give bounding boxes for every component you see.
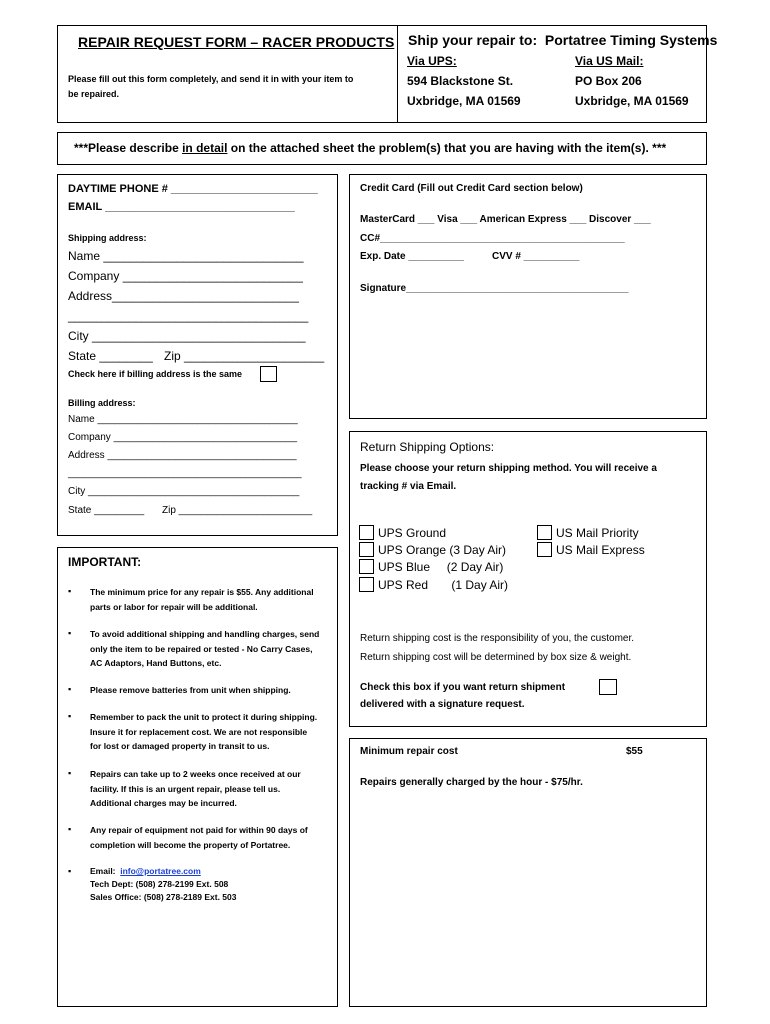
important-heading: IMPORTANT:: [68, 555, 142, 569]
ups-ground-label: UPS Ground: [378, 526, 447, 540]
ups-ground-checkbox[interactable]: [359, 525, 374, 540]
instructions: [68, 72, 353, 102]
bullet-icon: ▪: [68, 866, 72, 876]
instruction-line: be repaired.: [68, 89, 120, 99]
mail-label: Via US Mail:: [575, 54, 644, 68]
same-billing-checkbox[interactable]: [260, 366, 277, 382]
email-field[interactable]: EMAIL _______________________________: [68, 201, 295, 213]
bill-address-field[interactable]: Address __________________________________: [68, 450, 297, 461]
cvv-field[interactable]: CVV # __________: [492, 251, 580, 262]
email-label: Email:: [90, 866, 121, 876]
important-item: [90, 683, 291, 698]
bullet-icon: ▪: [68, 768, 72, 778]
signature-request-text: [360, 679, 565, 713]
important-line: for lost or damaged property in transit to us.: [90, 741, 270, 751]
important-line: Remember to pack the unit to protect it during shipping.: [90, 712, 318, 722]
min-cost-value: $55: [626, 746, 643, 757]
ship-to-company: Portatree Timing Systems: [544, 32, 718, 48]
important-item: [90, 627, 319, 671]
ups-blue-checkbox[interactable]: [359, 559, 374, 574]
important-item: [90, 767, 301, 811]
billing-heading: Billing address:: [68, 398, 136, 408]
signature-request-line: delivered with a signature request.: [360, 699, 525, 710]
ups-street: 594 Blackstone St.: [407, 74, 514, 88]
usps-priority-checkbox[interactable]: [537, 525, 552, 540]
mail-city: Uxbridge, MA 01569: [575, 94, 689, 108]
return-cost-line: Return shipping cost is the responsibility of you, the customer.: [360, 633, 635, 644]
min-cost-label: Minimum repair cost: [360, 746, 458, 757]
important-item: [90, 823, 308, 852]
bullet-icon: ▪: [68, 711, 72, 721]
credit-heading: Credit Card (Fill out Credit Card section below): [360, 183, 583, 194]
email-link[interactable]: info@portatree.com: [120, 866, 201, 876]
important-line: Additional charges may be incurred.: [90, 798, 237, 808]
important-line: Any repair of equipment not paid for within 90 days of: [90, 825, 308, 835]
ship-to-label: Ship your repair to:: [408, 32, 538, 48]
card-number-field[interactable]: CC#____________________________________________: [360, 233, 625, 244]
important-line: parts or labor for repair will be additional.: [90, 601, 258, 612]
describe-text: [74, 141, 666, 155]
important-line: facility. If this is an urgent repair, please tell us.: [90, 783, 281, 794]
ship-city-field[interactable]: City ________________________________: [68, 329, 306, 343]
bill-name-field[interactable]: Name ____________________________________: [68, 414, 298, 425]
bill-city-field[interactable]: City ______________________________________: [68, 486, 300, 497]
ship-address-field[interactable]: Address____________________________: [68, 289, 299, 303]
return-instruction-line: tracking # via Email.: [360, 481, 457, 492]
important-item: [90, 710, 317, 754]
important-line: To avoid additional shipping and handling charges, send: [90, 629, 320, 639]
ship-zip-field[interactable]: Zip _____________________: [164, 349, 325, 363]
ship-name-field[interactable]: Name ______________________________: [68, 249, 304, 263]
bullet-icon: ▪: [68, 684, 72, 694]
bullet-icon: ▪: [68, 824, 72, 834]
bullet-icon: ▪: [68, 586, 72, 596]
ups-red-label: UPS Red (1 Day Air): [378, 578, 509, 592]
ship-state-field[interactable]: State ________: [68, 349, 153, 363]
exp-date-field[interactable]: Exp. Date __________: [360, 251, 464, 262]
return-instruction-line: Please choose your return shipping method. You will receive a: [360, 463, 657, 474]
important-line: AC Adaptors, Hand Buttons, etc.: [90, 658, 222, 668]
phone-field[interactable]: DAYTIME PHONE # ________________________: [68, 183, 318, 195]
ups-city: Uxbridge, MA 01569: [407, 94, 521, 108]
describe-emphasis: in detail: [182, 141, 228, 155]
card-type-field[interactable]: MasterCard ___ Visa ___ American Express ___ Discover ___: [360, 214, 651, 225]
hourly-rate-text: Repairs generally charged by the hour - $75/hr.: [360, 777, 583, 788]
mail-box: PO Box 206: [575, 74, 642, 88]
ups-orange-checkbox[interactable]: [359, 542, 374, 557]
bill-company-field[interactable]: Company _________________________________: [68, 432, 298, 443]
usps-priority-label: US Mail Priority: [556, 526, 639, 540]
ship-to-heading: [408, 32, 717, 48]
signature-request-line: Check this box if you want return shipment: [360, 682, 566, 693]
ups-red-checkbox[interactable]: [359, 577, 374, 592]
describe-prefix: ***Please describe: [74, 141, 183, 155]
describe-suffix: on the attached sheet the problem(s) that you are having with the item(s). ***: [227, 141, 667, 155]
return-heading: Return Shipping Options:: [360, 440, 495, 454]
sales-office-phone: Sales Office: (508) 278-2189 Ext. 503: [90, 892, 237, 902]
important-item: [90, 585, 314, 614]
bill-zip-field[interactable]: Zip ________________________: [162, 505, 313, 516]
instruction-line: Please fill out this form completely, and send it in with your item to: [68, 74, 354, 84]
important-line: Please remove batteries from unit when shipping.: [90, 685, 291, 695]
important-line: only the item to be repaired or tested - No Carry Cases,: [90, 643, 313, 654]
bullet-icon: ▪: [68, 628, 72, 638]
contact-info: [90, 865, 236, 904]
email-line: [90, 865, 236, 878]
usps-express-checkbox[interactable]: [537, 542, 552, 557]
return-cost-text: [360, 629, 634, 667]
tech-dept-phone: Tech Dept: (508) 278-2199 Ext. 508: [90, 879, 229, 889]
shipping-heading: Shipping address:: [68, 233, 147, 243]
ship-address2-field[interactable]: ____________________________________: [68, 309, 309, 323]
same-billing-label: Check here if billing address is the same: [68, 369, 243, 379]
signature-request-checkbox[interactable]: [599, 679, 617, 695]
credit-card-box: [349, 174, 707, 419]
header-divider: [397, 25, 398, 123]
important-line: Insure it for replacement cost. We are not responsible: [90, 726, 308, 737]
ups-label: Via UPS:: [407, 54, 457, 68]
bill-state-field[interactable]: State _________: [68, 505, 145, 516]
important-line: The minimum price for any repair is $55. Any additional: [90, 587, 314, 597]
bill-address2-field[interactable]: __________________________________________: [68, 468, 302, 479]
important-line: completion will become the property of Portatree.: [90, 839, 291, 850]
usps-express-label: US Mail Express: [556, 543, 645, 557]
ups-blue-label: UPS Blue (2 Day Air): [378, 560, 504, 574]
return-instruction: [360, 460, 657, 496]
form-title: REPAIR REQUEST FORM – RACER PRODUCTS: [78, 34, 395, 50]
ship-company-field[interactable]: Company ___________________________: [68, 269, 303, 283]
signature-field[interactable]: Signature________________________________________: [360, 283, 629, 294]
ups-orange-label: UPS Orange (3 Day Air): [378, 543, 507, 557]
return-cost-line: Return shipping cost will be determined by box size & weight.: [360, 652, 632, 663]
important-line: Repairs can take up to 2 weeks once received at our: [90, 769, 301, 779]
